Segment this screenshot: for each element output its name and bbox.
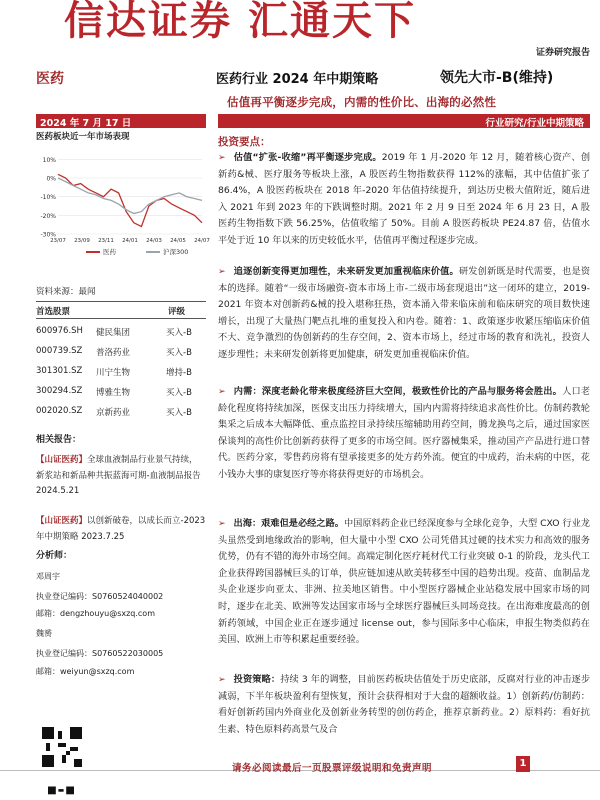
report-type: 证券研究报告 <box>535 48 590 58</box>
key-point-text: 人口老龄化程度将持续加深，医保支出压力持续增大，国内内需将持续追求高性价比。仿制药教轮集采之后成本大幅降低、重点监控目录持续压缩辅助用药空间，腾龙换鸟之后，通过国家医保谈判的高性价比创新药获得了更多的市场空间。医疗器械集采，推动国产产品进行进口替代。医药分家，零售药房将有望承接更多的处方药外流。便宜的中成药，治未病的中医，花小钱办大事的康复医疗等亦将获得更好的市场机会。 <box>218 386 591 480</box>
arrow-bullet-icon: ➢ <box>218 519 226 529</box>
page-number: 1 <box>516 756 530 772</box>
chart-title: 医药板块近一年市场表现 <box>36 132 130 142</box>
qr-code-icon <box>42 727 82 767</box>
x-tick-label: 23/09 <box>74 238 90 244</box>
arrow-bullet-icon: ➢ <box>218 387 226 397</box>
stock-code: 002020.SZ <box>36 406 83 416</box>
y-tick-label: -20% <box>40 212 56 220</box>
qr-code-icon <box>48 786 74 800</box>
key-point-text: 研发创新既是时代需要，也是资本的选择。随着“一级市场融资-资本市场上市-二级市场套现退出”这一闭环的建立，2019-2021 年资本对创新药&械的投入堪称狂热，资本涌入带来临床前和临床研究的项目数快速增长，出现了大量热门靶点扎堆的重复投入和内卷。随着：1、政策逐步收紧压缩临床价值不大、竞争激烈的伪创新药的生存空间，2、资本市场上，经过市场的教育和洗礼，投资人逐步理性；未来研发创新将更加健康，研发更加重视临床价值。 <box>218 266 591 360</box>
related-report-text: 以创新破卷，以成长而立-2023 年中期策略 2023.7.25 <box>36 516 206 542</box>
footer-disclaimer: 请务必阅读最后一页股票评级说明和免责声明 <box>232 763 433 774</box>
related-report-tag: 【山证医药】 <box>36 455 88 465</box>
analyst-name: 邓周宇 <box>36 572 60 581</box>
stock-code: 000739.SZ <box>36 346 83 356</box>
arrow-bullet-icon: ➢ <box>218 153 226 163</box>
stock-name: 健民集团 <box>96 328 131 338</box>
key-point <box>218 516 590 649</box>
stock-code: 300294.SZ <box>36 386 83 396</box>
investment-points-title: 投资要点： <box>218 136 271 148</box>
arrow-bullet-icon: ➢ <box>218 267 226 277</box>
analysts-title: 分析师： <box>36 551 73 561</box>
stock-name: 京新药业 <box>96 408 131 418</box>
legend-label: 医药 <box>103 248 116 256</box>
legend-label: 沪深300 <box>163 248 189 256</box>
arrow-bullet-icon: ➢ <box>218 675 226 685</box>
stock-rating: 买入-B <box>166 328 192 338</box>
key-point-lead: 追逐创新变得更加理性，未来研发更加重视临床价值。 <box>233 266 459 277</box>
analyst-license: 执业登记编码：S0760522030005 <box>36 649 164 658</box>
series-line-pharma <box>58 174 202 226</box>
related-reports-title: 相关报告： <box>36 435 82 445</box>
key-point-text: 持续 3 年的调整，目前医药板块估值处于历史底部，反腐对行业的冲击逐步减弱，下半年板块盈利有望恢复，预计会获得相对于大盘的超额收益。1）创新药/仿制药：看好创新药国内外商业化及创新业务转型的创仿药企，推荐京新药业。2）原料药：看好抗生素、特色原料药高景气及合 <box>218 674 591 735</box>
analyst-name: 魏赟 <box>36 629 52 638</box>
analyst-email[interactable]: 邮箱：dengzhouyu@sxzq.com <box>36 609 155 618</box>
stock-rating: 买入-B <box>166 388 192 398</box>
y-tick-label: 10% <box>42 156 56 164</box>
chart-source: 资料来源：最闻 <box>36 287 96 297</box>
report-category: 行业研究/行业中期策略 <box>485 118 584 129</box>
key-point <box>218 264 590 364</box>
analyst-email[interactable]: 邮箱：weiyun@sxzq.com <box>36 667 135 676</box>
stocks-header-col1: 首选股票 <box>36 307 71 317</box>
key-point-text: 2019 年 1 月-2020 年 12 月，随着核心资产、创新药&械、医疗服务等板块上涨，A 股医药生物指数获得 112%的涨幅，其中估值扩张了 86.4%，A 股医药板块在 2018 年-2020 年估值持续提升，到达历史极大值附近，随后进入 2021 年到 2023 年的下跌调整时期。2021 年 2 月 9 日至 2024 年 6 月 23 日，A 股医药生物指数下跌 56.25%，估值收缩了 50%。目前 A 股医药板块 PE24.87 倍，估值水平处于近 10 年以来的历史较低水平，估值再平衡过程逐步完成。 <box>218 152 591 246</box>
stock-code: 600976.SH <box>36 326 83 336</box>
x-tick-label: 24/05 <box>170 238 186 244</box>
industry-rating: 领先大市-B(维持) <box>440 70 554 86</box>
divider <box>36 301 206 302</box>
stock-name: 博雅生物 <box>96 388 131 398</box>
report-date: 2024 年 7 月 17 日 <box>40 118 132 129</box>
x-tick-label: 24/03 <box>146 238 162 244</box>
sector-label: 医药 <box>36 71 64 87</box>
key-point <box>218 384 590 484</box>
brand-logo <box>0 0 470 50</box>
key-point-lead: 估值“扩张-收缩”再平衡逐步完成。 <box>233 152 382 163</box>
x-tick-label: 24/07 <box>194 238 210 244</box>
key-point-lead: 投资策略： <box>233 674 281 685</box>
stock-code: 301301.SZ <box>36 366 83 376</box>
key-point-lead: 内需：深度老龄化带来极度经济巨大空间，极致性价比的产品与服务将会胜出。 <box>233 386 563 397</box>
key-point <box>218 150 590 250</box>
stock-rating: 买入-B <box>166 408 192 418</box>
report-title: 医药行业 2024 年中期策略 <box>216 72 379 87</box>
x-tick-label: 24/01 <box>122 238 138 244</box>
market-performance-chart <box>36 142 210 277</box>
y-tick-label: 0% <box>46 175 56 183</box>
stocks-header-col3: 评级 <box>168 307 186 317</box>
y-tick-label: -10% <box>40 194 56 202</box>
stock-name: 川宁生物 <box>96 368 131 378</box>
related-report-link[interactable] <box>36 514 206 545</box>
x-tick-label: 23/07 <box>50 238 66 244</box>
brand-logo-text: 信达证券 汇通天下 <box>64 0 416 44</box>
related-report-tag: 【山证医药】 <box>36 516 88 526</box>
y-tick-label: -30% <box>40 231 56 239</box>
divider <box>36 318 206 319</box>
key-point-text: 中国原料药企业已经深度参与全球化竞争，大型 CXO 行业龙头虽然受到地缘政治的影响，但大量中小型 CXO 公司凭借其过硬的技术实力和高效的服务优势，仍有不错的海外市场空间。高端定制化医疗耗材代工行业突破 0-1 的阶段，龙头代工企业获得跨国器械巨头的订单，供应链加速从欧美转移至中国的趋势出现。疫苗、血制品龙头企业逐步向亚太、非洲、拉美地区销售。中小型医疗器械企业站稳发展中国家市场的同时，逐步在北美、欧洲等发达国家市场与全球医疗器械巨头同场竞技。在出海难度最高的创新药领域，中国企业正在逐步通过 license out，参与国际多中心临床，申报生物类似药在美国、欧洲上市等积累起重要经验。 <box>218 518 590 646</box>
x-tick-label: 23/11 <box>98 238 114 244</box>
stock-rating: 增持-B <box>166 368 192 378</box>
related-report-text: 全球血液制品行业景气持续，新浆站和新品种共振蓝海可期-血液制品报告 2024.5.21 <box>36 455 201 496</box>
stock-name: 普洛药业 <box>96 348 131 358</box>
key-point <box>218 672 590 754</box>
related-report-link[interactable] <box>36 453 206 500</box>
analyst-license: 执业登记编码：S0760524040002 <box>36 592 164 601</box>
key-point-lead: 出海：艰难但是必经之路。 <box>233 518 344 529</box>
report-subtitle: 估值再平衡逐步完成，内需的性价比、出海的必然性 <box>227 95 497 109</box>
stock-rating: 买入-B <box>166 348 192 358</box>
